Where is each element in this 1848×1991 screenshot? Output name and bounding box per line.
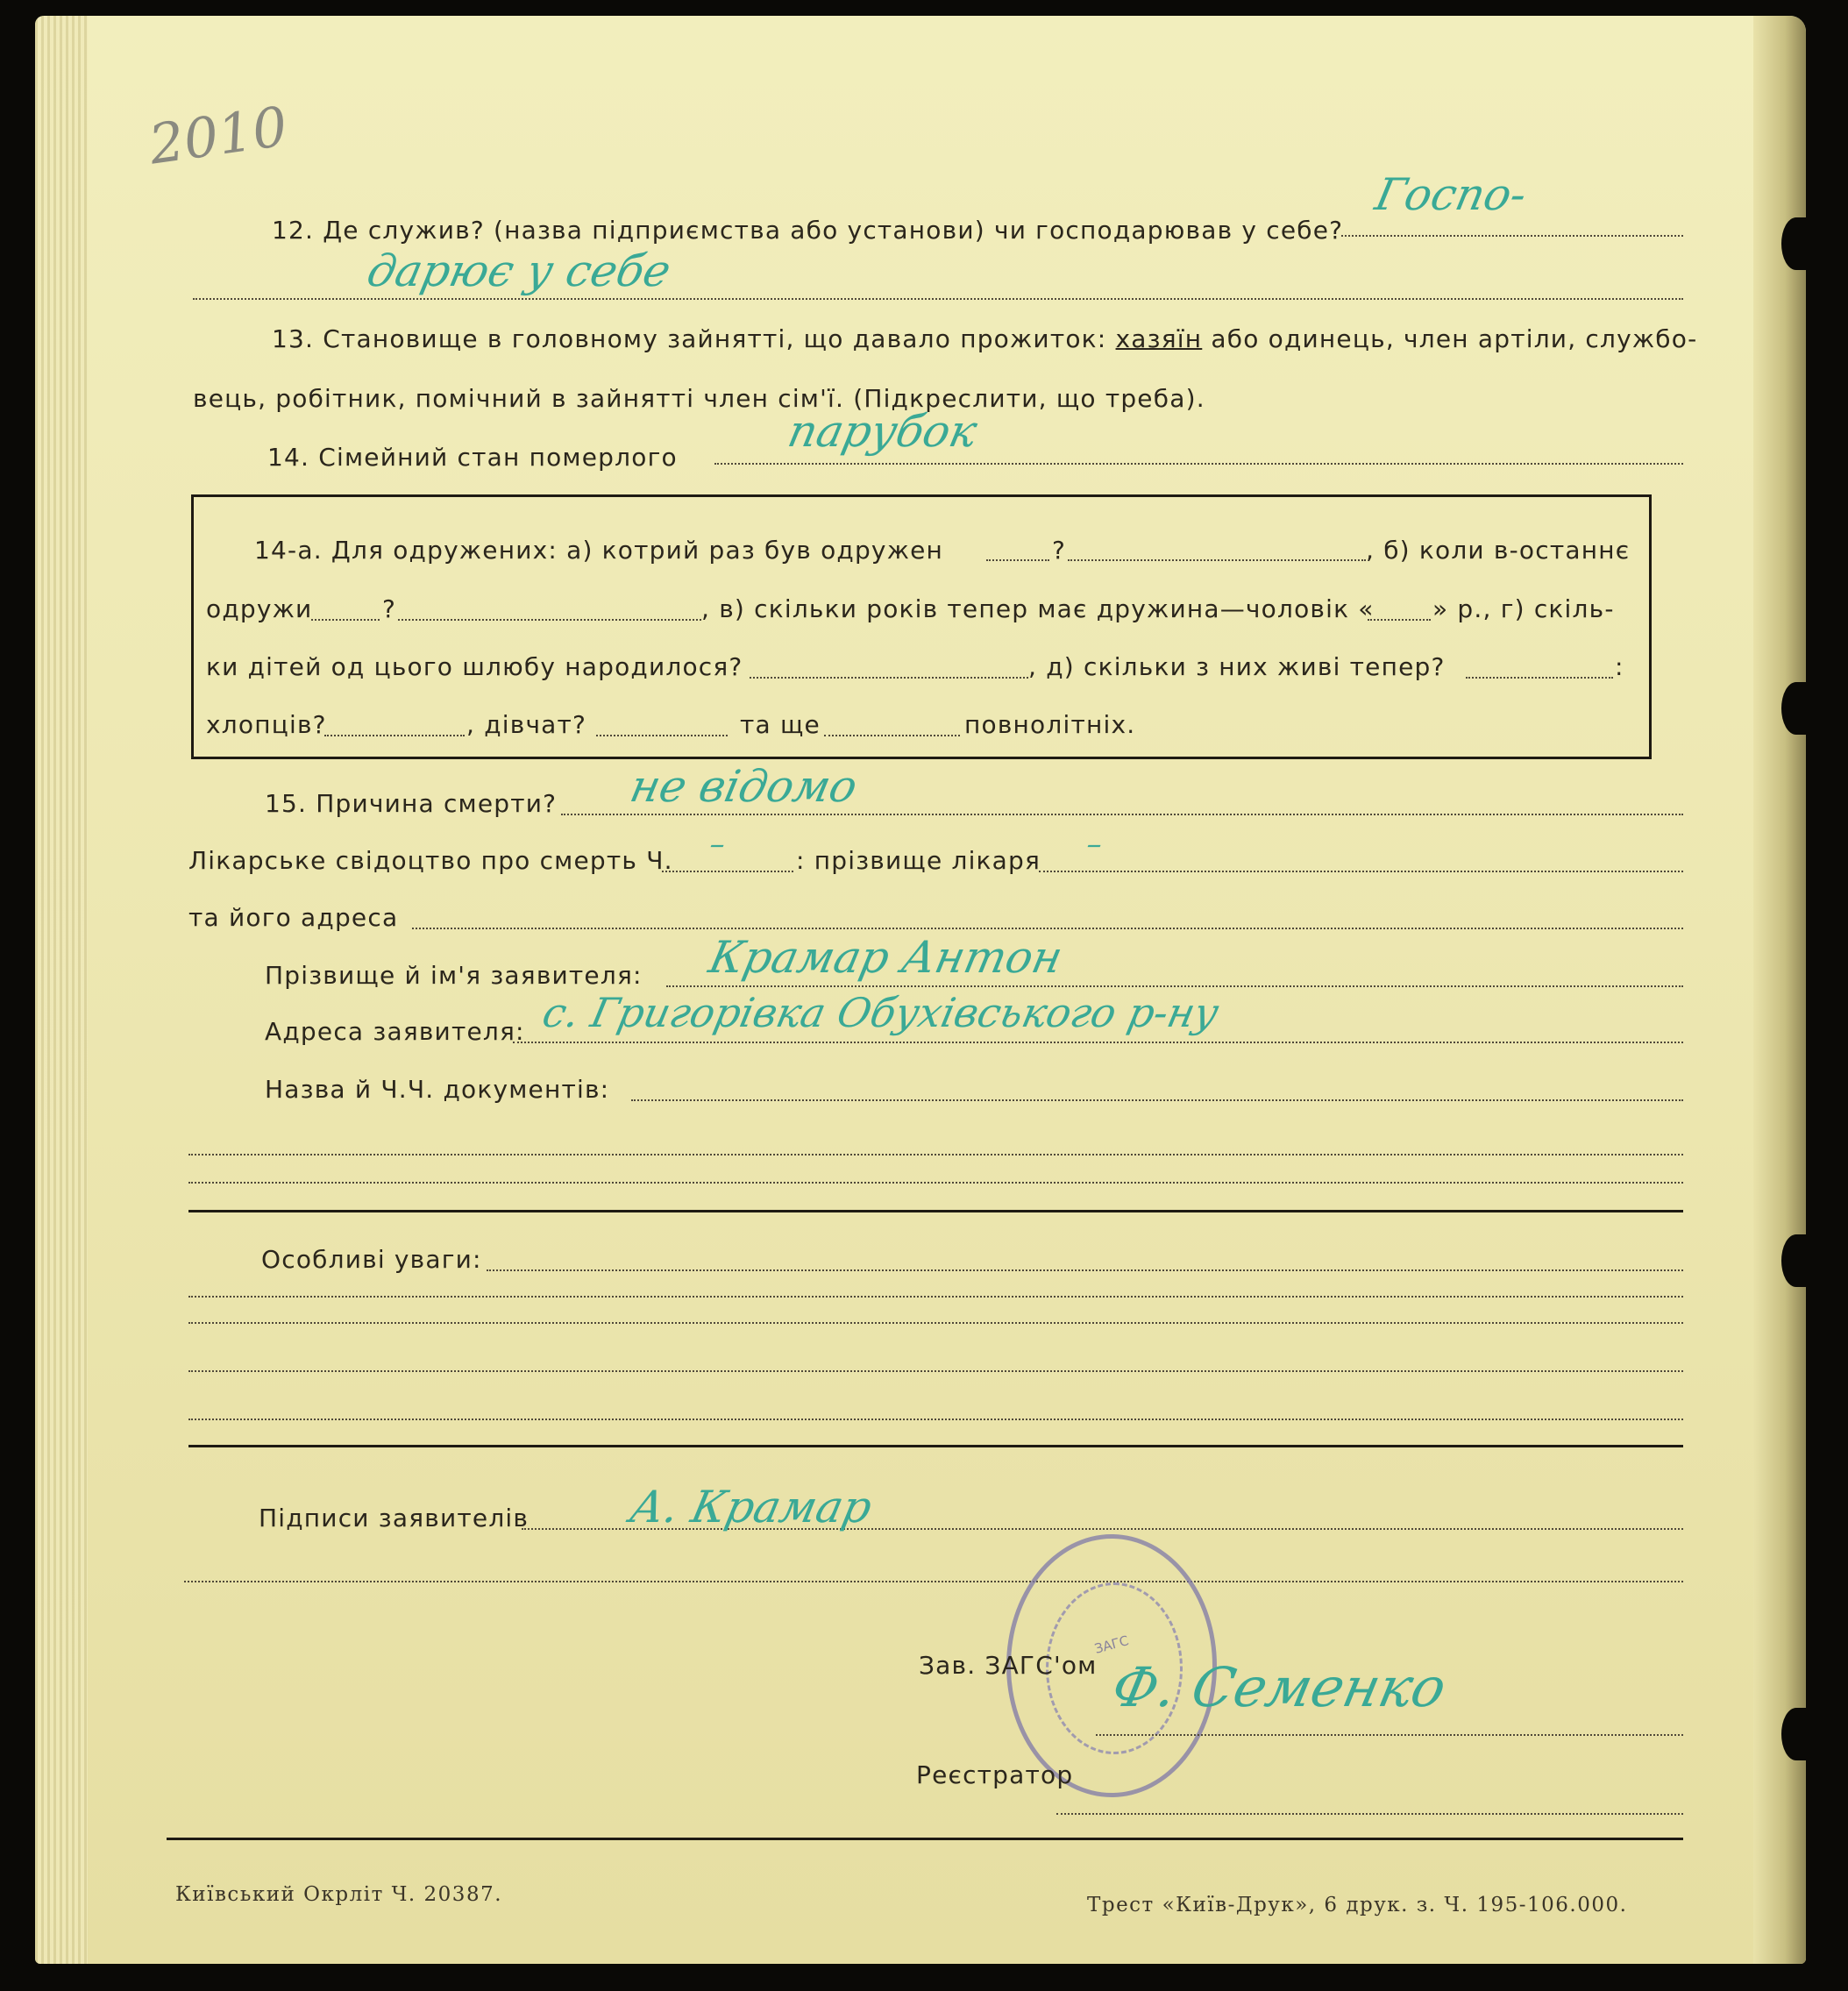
q13-line1 bbox=[272, 324, 1697, 353]
certificate-number-line bbox=[662, 871, 793, 872]
torn-edge bbox=[1781, 682, 1806, 735]
torn-edge bbox=[1781, 217, 1806, 270]
q14a-dots bbox=[986, 559, 1049, 561]
q14a-line4c: та ще bbox=[740, 710, 821, 739]
q13-underlined-option: хазяїн bbox=[1115, 324, 1203, 353]
q14a-line3b: , д) скільки з них живі тепер? bbox=[1028, 652, 1446, 681]
q12-line-2 bbox=[193, 298, 1683, 300]
applicant-address-answer: с. Григорівка Обухівського р-ну bbox=[538, 989, 1224, 1036]
q14a-line2c: , в) скільки років тепер має дружина—чоловік « bbox=[701, 594, 1375, 623]
q14a-dots bbox=[1368, 619, 1431, 621]
q13-text-after: або одинець, член артіли, службо- bbox=[1202, 324, 1698, 353]
q14a-box bbox=[191, 494, 1652, 759]
q14-label: 14. Сімейний стан померлого bbox=[267, 443, 678, 472]
zags-line bbox=[1096, 1734, 1683, 1736]
documents-label: Назва й Ч.Ч. документів: bbox=[265, 1075, 610, 1104]
applicant-address-label: Адреса заявителя: bbox=[265, 1017, 525, 1046]
remarks-line-5 bbox=[188, 1419, 1683, 1420]
q14a-line4b: , дівчат? bbox=[466, 710, 587, 739]
section-divider bbox=[188, 1210, 1683, 1212]
q14-line bbox=[714, 463, 1683, 465]
remarks-line-4 bbox=[188, 1370, 1683, 1372]
q14a-line1a: 14-а. Для одружених: а) котрий раз був одружен bbox=[254, 536, 944, 565]
doctor-address-label: та його адреса bbox=[188, 903, 399, 932]
q12-line bbox=[1341, 235, 1683, 237]
registrar-line bbox=[1056, 1813, 1683, 1815]
q14a-dots bbox=[596, 735, 728, 736]
doctor-answer: – bbox=[1083, 827, 1106, 862]
stamp-text: ЗАГС bbox=[1092, 1632, 1131, 1657]
remarks-label: Особливі уваги: bbox=[261, 1245, 482, 1274]
q15-answer: не відомо bbox=[625, 761, 863, 812]
stacked-page-edges bbox=[35, 16, 88, 1964]
q14-answer: парубок bbox=[783, 406, 982, 457]
q14a-dots bbox=[1068, 559, 1366, 561]
form-page bbox=[35, 16, 1806, 1964]
signatures-line-2 bbox=[184, 1581, 1683, 1582]
remarks-line-3 bbox=[188, 1322, 1683, 1324]
footer-divider bbox=[167, 1838, 1683, 1840]
remarks-line bbox=[487, 1269, 1683, 1271]
q12-answer-2: дарює у себе bbox=[362, 245, 676, 296]
torn-edge bbox=[1781, 1708, 1806, 1760]
corner-number: 2010 bbox=[145, 94, 292, 177]
q15-line bbox=[561, 814, 1683, 815]
q13-line2: вець, робітник, помічний в зайнятті член сім'ї. (Підкреслити, що треба). bbox=[193, 384, 1205, 413]
q13-text-before: 13. Становище в головному зайнятті, що давало прожиток: bbox=[272, 324, 1116, 353]
footer-right: Трест «Київ-Друк», 6 друк. з. Ч. 195-106.000. bbox=[1087, 1894, 1628, 1916]
q14a-line1b: ? bbox=[1052, 536, 1067, 565]
binding-fold bbox=[1753, 16, 1806, 1964]
q14a-dots bbox=[750, 677, 1028, 679]
registrar-label: Реєстратор bbox=[916, 1760, 1074, 1789]
q14a-line4d: повнолітніх. bbox=[964, 710, 1136, 739]
footer-left: Київський Окрліт Ч. 20387. bbox=[175, 1883, 503, 1906]
remarks-line-2 bbox=[188, 1296, 1683, 1298]
q15-label: 15. Причина смерти? bbox=[265, 789, 558, 818]
q14a-line4a: хлопців? bbox=[206, 710, 327, 739]
q14a-line1c: , б) коли в-останнє bbox=[1366, 536, 1631, 565]
q14a-line3a: ки дітей од цього шлюбу народилося? bbox=[206, 652, 743, 681]
doctor-label: : прізвище лікаря bbox=[796, 846, 1041, 875]
torn-edge bbox=[1781, 1234, 1806, 1287]
doctor-address-line bbox=[412, 928, 1683, 929]
section-divider bbox=[188, 1445, 1683, 1447]
q14a-line2b: ? bbox=[382, 594, 397, 623]
applicant-name-answer: Крамар Антон bbox=[704, 932, 1068, 983]
applicant-name-label: Прізвище й ім'я заявителя: bbox=[265, 961, 643, 990]
zags-signature: Ф. Семенко bbox=[1106, 1655, 1453, 1719]
q12-answer: Госпо- bbox=[1370, 169, 1532, 220]
documents-line-2 bbox=[188, 1154, 1683, 1155]
doctor-line bbox=[1039, 871, 1683, 872]
zags-label: Зав. ЗАГС'ом bbox=[919, 1651, 1098, 1680]
q14a-dots bbox=[1466, 677, 1613, 679]
q14a-line3c: : bbox=[1615, 652, 1624, 681]
q14a-dots bbox=[824, 735, 960, 736]
documents-line-3 bbox=[188, 1182, 1683, 1184]
signatures-label: Підписи заявителів bbox=[259, 1504, 530, 1532]
q14a-dots bbox=[398, 619, 701, 621]
certificate-number-answer: – bbox=[706, 827, 729, 862]
signatures-answer: А. Крамар bbox=[625, 1482, 877, 1532]
documents-line bbox=[631, 1099, 1683, 1101]
certificate-label: Лікарське свідоцтво про смерть Ч. bbox=[188, 846, 673, 875]
applicant-address-line bbox=[513, 1042, 1683, 1043]
applicant-name-line bbox=[666, 985, 1683, 987]
q14a-line2a: одружи bbox=[206, 594, 313, 623]
q12-label: 12. Де служив? (назва підприємства або установи) чи господарював у себе? bbox=[272, 216, 1344, 245]
q14a-line2d: » р., г) скіль- bbox=[1432, 594, 1615, 623]
q14a-dots bbox=[311, 619, 380, 621]
q14a-dots bbox=[324, 735, 465, 736]
